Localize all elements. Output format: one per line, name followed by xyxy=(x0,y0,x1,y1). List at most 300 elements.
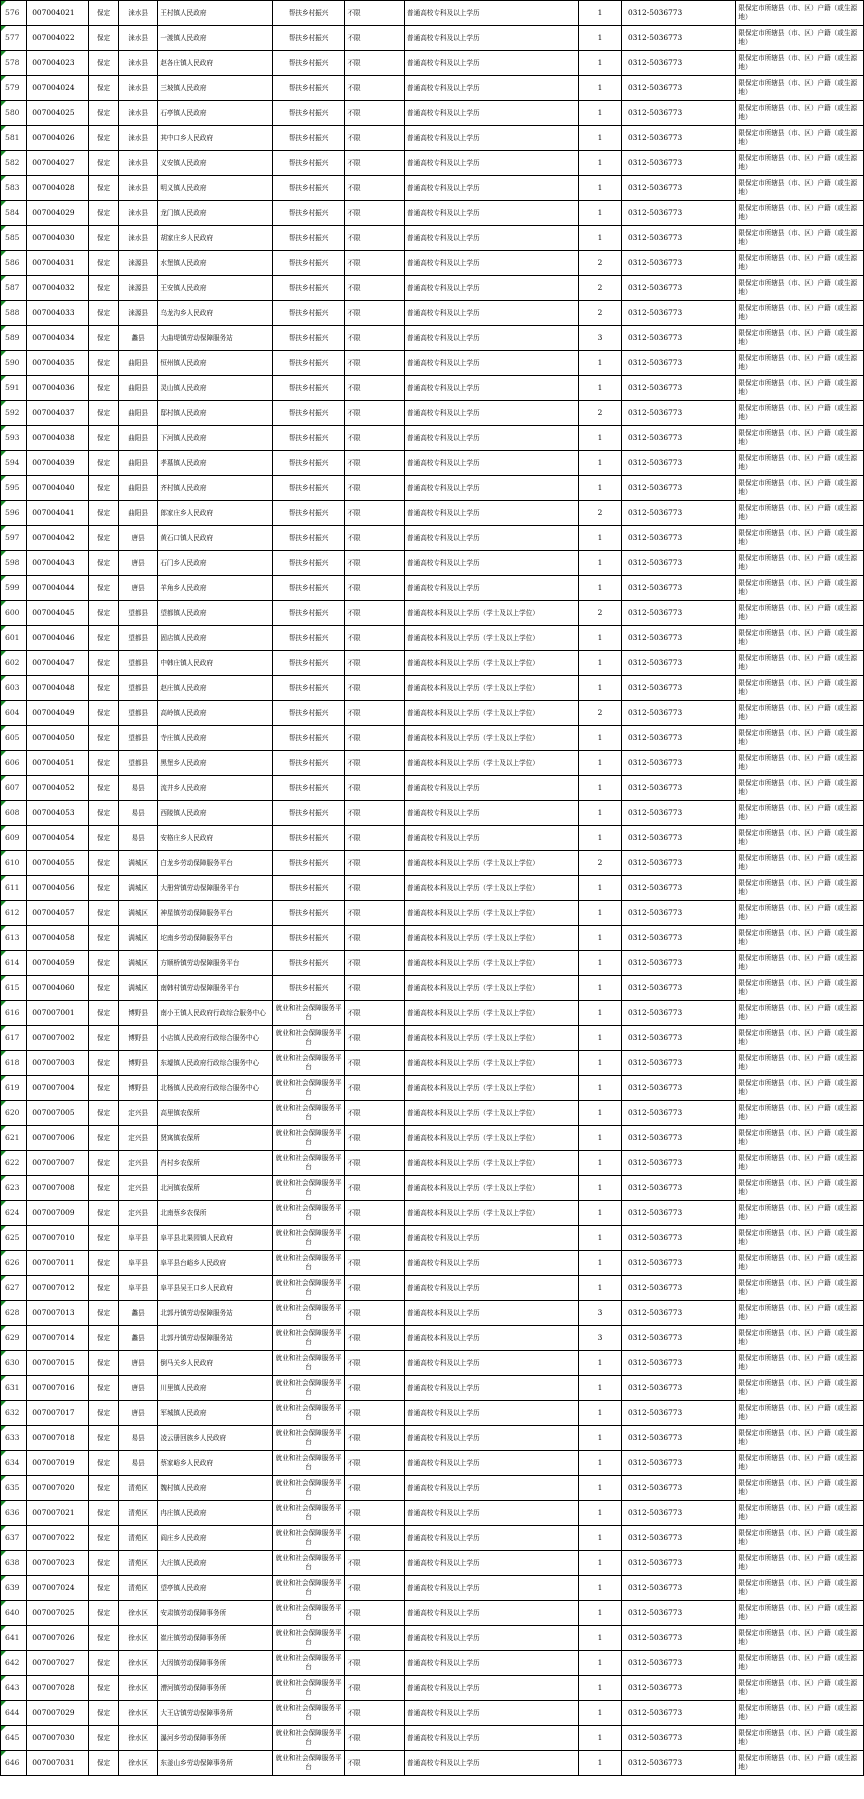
major-cell: 不限 xyxy=(345,826,405,851)
note-cell: 限保定市所辖县（市、区）户籍（或生源地） xyxy=(736,1451,864,1476)
headcount-cell: 1 xyxy=(579,801,622,826)
county-cell: 涞水县 xyxy=(118,201,157,226)
table-row xyxy=(1,1651,864,1676)
major-cell: 不限 xyxy=(345,1051,405,1076)
county-cell: 唐县 xyxy=(118,1376,157,1401)
position-code-cell: 007007005 xyxy=(27,1101,89,1126)
education-cell: 普通高校专科及以上学历 xyxy=(405,26,579,51)
headcount-cell: 1 xyxy=(579,901,622,926)
phone-cell: 0312-5036773 xyxy=(621,1276,735,1301)
unit-name-cell: 大王店镇劳动保障事务所 xyxy=(158,1701,272,1726)
education-cell: 普通高校专科及以上学历 xyxy=(405,476,579,501)
note-cell: 限保定市所辖县（市、区）户籍（或生源地） xyxy=(736,401,864,426)
row-number-cell: 617 xyxy=(1,1026,27,1051)
unit-name-cell: 羊角乡人民政府 xyxy=(158,576,272,601)
table-row xyxy=(1,1176,864,1201)
city-cell: 保定 xyxy=(89,1401,119,1426)
row-number-cell: 640 xyxy=(1,1601,27,1626)
unit-name-cell: 北郭丹镇劳动保障服务站 xyxy=(158,1301,272,1326)
major-cell: 不限 xyxy=(345,226,405,251)
row-number-cell: 599 xyxy=(1,576,27,601)
post-category-cell: 帮扶乡村振兴 xyxy=(272,776,345,801)
major-cell: 不限 xyxy=(345,26,405,51)
note-cell: 限保定市所辖县（市、区）户籍（或生源地） xyxy=(736,276,864,301)
county-cell: 蠡县 xyxy=(118,1301,157,1326)
education-cell: 普通高校专科及以上学历 xyxy=(405,1226,579,1251)
county-cell: 满城区 xyxy=(118,926,157,951)
post-category-cell: 就业和社会保障服务平台 xyxy=(272,1376,345,1401)
position-code-cell: 007004058 xyxy=(27,926,89,951)
row-number-cell: 581 xyxy=(1,126,27,151)
table-row xyxy=(1,126,864,151)
position-code-cell: 007004053 xyxy=(27,801,89,826)
city-cell: 保定 xyxy=(89,1376,119,1401)
unit-name-cell: 孝墓镇人民政府 xyxy=(158,451,272,476)
major-cell: 不限 xyxy=(345,301,405,326)
unit-name-cell: 凌云册回族乡人民政府 xyxy=(158,1426,272,1451)
post-category-cell: 帮扶乡村振兴 xyxy=(272,1,345,26)
row-number-cell: 611 xyxy=(1,876,27,901)
unit-name-cell: 蔡家峪乡人民政府 xyxy=(158,1451,272,1476)
county-cell: 易县 xyxy=(118,801,157,826)
phone-cell: 0312-5036773 xyxy=(621,1326,735,1351)
position-code-cell: 007004031 xyxy=(27,251,89,276)
unit-name-cell: 胡家庄乡人民政府 xyxy=(158,226,272,251)
position-code-cell: 007007006 xyxy=(27,1126,89,1151)
county-cell: 望都县 xyxy=(118,601,157,626)
table-row xyxy=(1,1676,864,1701)
education-cell: 普通高校专科及以上学历 xyxy=(405,801,579,826)
unit-name-cell: 灵山镇人民政府 xyxy=(158,376,272,401)
table-row xyxy=(1,1326,864,1351)
note-cell: 限保定市所辖县（市、区）户籍（或生源地） xyxy=(736,751,864,776)
table-row xyxy=(1,101,864,126)
post-category-cell: 就业和社会保障服务平台 xyxy=(272,1301,345,1326)
headcount-cell: 1 xyxy=(579,51,622,76)
phone-cell: 0312-5036773 xyxy=(621,1251,735,1276)
row-number-cell: 593 xyxy=(1,426,27,451)
county-cell: 唐县 xyxy=(118,576,157,601)
education-cell: 普通高校专科及以上学历 xyxy=(405,451,579,476)
phone-cell: 0312-5036773 xyxy=(621,151,735,176)
note-cell: 限保定市所辖县（市、区）户籍（或生源地） xyxy=(736,1376,864,1401)
phone-cell: 0312-5036773 xyxy=(621,1051,735,1076)
major-cell: 不限 xyxy=(345,1301,405,1326)
headcount-cell: 1 xyxy=(579,676,622,701)
city-cell: 保定 xyxy=(89,401,119,426)
education-cell: 普通高校专科及以上学历 xyxy=(405,501,579,526)
row-number-cell: 627 xyxy=(1,1276,27,1301)
row-number-cell: 585 xyxy=(1,226,27,251)
note-cell: 限保定市所辖县（市、区）户籍（或生源地） xyxy=(736,926,864,951)
headcount-cell: 3 xyxy=(579,326,622,351)
headcount-cell: 1 xyxy=(579,376,622,401)
major-cell: 不限 xyxy=(345,701,405,726)
education-cell: 普通高校专科及以上学历 xyxy=(405,1401,579,1426)
post-category-cell: 帮扶乡村振兴 xyxy=(272,476,345,501)
row-number-cell: 583 xyxy=(1,176,27,201)
post-category-cell: 就业和社会保障服务平台 xyxy=(272,1526,345,1551)
post-category-cell: 就业和社会保障服务平台 xyxy=(272,1201,345,1226)
major-cell: 不限 xyxy=(345,276,405,301)
county-cell: 望都县 xyxy=(118,701,157,726)
major-cell: 不限 xyxy=(345,976,405,1001)
unit-name-cell: 王村镇人民政府 xyxy=(158,1,272,26)
education-cell: 普通高校本科及以上学历（学士及以上学位） xyxy=(405,976,579,1001)
education-cell: 普通高校专科及以上学历 xyxy=(405,1451,579,1476)
post-category-cell: 就业和社会保障服务平台 xyxy=(272,1076,345,1101)
headcount-cell: 1 xyxy=(579,1551,622,1576)
education-cell: 普通高校专科及以上学历 xyxy=(405,201,579,226)
unit-name-cell: 石门乡人民政府 xyxy=(158,551,272,576)
position-code-cell: 007007022 xyxy=(27,1526,89,1551)
note-cell: 限保定市所辖县（市、区）户籍（或生源地） xyxy=(736,901,864,926)
headcount-cell: 1 xyxy=(579,1076,622,1101)
major-cell: 不限 xyxy=(345,201,405,226)
post-category-cell: 帮扶乡村振兴 xyxy=(272,401,345,426)
headcount-cell: 1 xyxy=(579,1526,622,1551)
unit-name-cell: 赵庄镇人民政府 xyxy=(158,676,272,701)
table-row xyxy=(1,1076,864,1101)
education-cell: 普通高校专科及以上学历 xyxy=(405,526,579,551)
phone-cell: 0312-5036773 xyxy=(621,1651,735,1676)
table-row xyxy=(1,976,864,1001)
county-cell: 易县 xyxy=(118,1426,157,1451)
position-code-cell: 007007026 xyxy=(27,1626,89,1651)
headcount-cell: 1 xyxy=(579,1676,622,1701)
post-category-cell: 帮扶乡村振兴 xyxy=(272,726,345,751)
post-category-cell: 帮扶乡村振兴 xyxy=(272,451,345,476)
post-category-cell: 帮扶乡村振兴 xyxy=(272,601,345,626)
row-number-cell: 624 xyxy=(1,1201,27,1226)
phone-cell: 0312-5036773 xyxy=(621,701,735,726)
county-cell: 定兴县 xyxy=(118,1101,157,1126)
education-cell: 普通高校专科及以上学历 xyxy=(405,401,579,426)
city-cell: 保定 xyxy=(89,551,119,576)
city-cell: 保定 xyxy=(89,1726,119,1751)
position-code-cell: 007004045 xyxy=(27,601,89,626)
post-category-cell: 帮扶乡村振兴 xyxy=(272,26,345,51)
headcount-cell: 1 xyxy=(579,1251,622,1276)
note-cell: 限保定市所辖县（市、区）户籍（或生源地） xyxy=(736,301,864,326)
row-number-cell: 582 xyxy=(1,151,27,176)
position-code-cell: 007004052 xyxy=(27,776,89,801)
note-cell: 限保定市所辖县（市、区）户籍（或生源地） xyxy=(736,1,864,26)
position-code-cell: 007004059 xyxy=(27,951,89,976)
position-code-cell: 007004046 xyxy=(27,626,89,651)
unit-name-cell: 王安镇人民政府 xyxy=(158,276,272,301)
headcount-cell: 1 xyxy=(579,1026,622,1051)
note-cell: 限保定市所辖县（市、区）户籍（或生源地） xyxy=(736,1026,864,1051)
row-number-cell: 619 xyxy=(1,1076,27,1101)
education-cell: 普通高校专科及以上学历 xyxy=(405,376,579,401)
post-category-cell: 帮扶乡村振兴 xyxy=(272,226,345,251)
major-cell: 不限 xyxy=(345,726,405,751)
unit-name-cell: 军城镇人民政府 xyxy=(158,1401,272,1426)
unit-name-cell: 崔庄镇劳动保障事务所 xyxy=(158,1626,272,1651)
major-cell: 不限 xyxy=(345,1651,405,1676)
major-cell: 不限 xyxy=(345,576,405,601)
major-cell: 不限 xyxy=(345,1401,405,1426)
note-cell: 限保定市所辖县（市、区）户籍（或生源地） xyxy=(736,1101,864,1126)
headcount-cell: 2 xyxy=(579,251,622,276)
major-cell: 不限 xyxy=(345,1076,405,1101)
position-code-cell: 007007001 xyxy=(27,1001,89,1026)
row-number-cell: 623 xyxy=(1,1176,27,1201)
position-code-cell: 007007009 xyxy=(27,1201,89,1226)
city-cell: 保定 xyxy=(89,1501,119,1526)
city-cell: 保定 xyxy=(89,1251,119,1276)
post-category-cell: 帮扶乡村振兴 xyxy=(272,651,345,676)
major-cell: 不限 xyxy=(345,551,405,576)
unit-name-cell: 西陵镇人民政府 xyxy=(158,801,272,826)
phone-cell: 0312-5036773 xyxy=(621,476,735,501)
headcount-cell: 1 xyxy=(579,1351,622,1376)
unit-name-cell: 阎庄乡人民政府 xyxy=(158,1526,272,1551)
phone-cell: 0312-5036773 xyxy=(621,726,735,751)
table-row xyxy=(1,1751,864,1776)
note-cell: 限保定市所辖县（市、区）户籍（或生源地） xyxy=(736,851,864,876)
table-row xyxy=(1,626,864,651)
county-cell: 唐县 xyxy=(118,526,157,551)
row-number-cell: 625 xyxy=(1,1226,27,1251)
position-code-cell: 007004037 xyxy=(27,401,89,426)
row-number-cell: 608 xyxy=(1,801,27,826)
table-row xyxy=(1,1501,864,1526)
city-cell: 保定 xyxy=(89,476,119,501)
county-cell: 蠡县 xyxy=(118,326,157,351)
major-cell: 不限 xyxy=(345,451,405,476)
row-number-cell: 578 xyxy=(1,51,27,76)
city-cell: 保定 xyxy=(89,51,119,76)
city-cell: 保定 xyxy=(89,1226,119,1251)
position-code-cell: 007004023 xyxy=(27,51,89,76)
position-code-cell: 007004021 xyxy=(27,1,89,26)
major-cell: 不限 xyxy=(345,1426,405,1451)
headcount-cell: 1 xyxy=(579,926,622,951)
headcount-cell: 2 xyxy=(579,401,622,426)
table-row xyxy=(1,1101,864,1126)
table-row xyxy=(1,876,864,901)
education-cell: 普通高校本科及以上学历（学士及以上学位） xyxy=(405,1151,579,1176)
county-cell: 博野县 xyxy=(118,1026,157,1051)
note-cell: 限保定市所辖县（市、区）户籍（或生源地） xyxy=(736,1526,864,1551)
post-category-cell: 就业和社会保障服务平台 xyxy=(272,1176,345,1201)
post-category-cell: 帮扶乡村振兴 xyxy=(272,901,345,926)
major-cell: 不限 xyxy=(345,601,405,626)
county-cell: 阜平县 xyxy=(118,1276,157,1301)
unit-name-cell: 安格庄乡人民政府 xyxy=(158,826,272,851)
headcount-cell: 1 xyxy=(579,176,622,201)
unit-name-cell: 魏村镇人民政府 xyxy=(158,1476,272,1501)
education-cell: 普通高校专科及以上学历 xyxy=(405,1426,579,1451)
unit-name-cell: 黄石口镇人民政府 xyxy=(158,526,272,551)
major-cell: 不限 xyxy=(345,476,405,501)
note-cell: 限保定市所辖县（市、区）户籍（或生源地） xyxy=(736,1401,864,1426)
position-code-cell: 007007003 xyxy=(27,1051,89,1076)
county-cell: 清苑区 xyxy=(118,1501,157,1526)
headcount-cell: 1 xyxy=(579,751,622,776)
unit-name-cell: 明义镇人民政府 xyxy=(158,176,272,201)
unit-name-cell: 望亭镇人民政府 xyxy=(158,1576,272,1601)
row-number-cell: 577 xyxy=(1,26,27,51)
education-cell: 普通高校专科及以上学历 xyxy=(405,1601,579,1626)
post-category-cell: 帮扶乡村振兴 xyxy=(272,426,345,451)
table-row xyxy=(1,1376,864,1401)
county-cell: 满城区 xyxy=(118,851,157,876)
major-cell: 不限 xyxy=(345,1126,405,1151)
headcount-cell: 1 xyxy=(579,1576,622,1601)
phone-cell: 0312-5036773 xyxy=(621,1426,735,1451)
table-row xyxy=(1,151,864,176)
note-cell: 限保定市所辖县（市、区）户籍（或生源地） xyxy=(736,326,864,351)
county-cell: 涞水县 xyxy=(118,176,157,201)
county-cell: 曲阳县 xyxy=(118,501,157,526)
phone-cell: 0312-5036773 xyxy=(621,826,735,851)
education-cell: 普通高校专科及以上学历 xyxy=(405,176,579,201)
major-cell: 不限 xyxy=(345,1751,405,1776)
headcount-cell: 1 xyxy=(579,1226,622,1251)
post-category-cell: 就业和社会保障服务平台 xyxy=(272,1426,345,1451)
unit-name-cell: 瀑河乡劳动保障事务所 xyxy=(158,1726,272,1751)
position-code-cell: 007004038 xyxy=(27,426,89,451)
headcount-cell: 1 xyxy=(579,1401,622,1426)
education-cell: 普通高校专科及以上学历 xyxy=(405,1501,579,1526)
row-number-cell: 622 xyxy=(1,1151,27,1176)
position-code-cell: 007007019 xyxy=(27,1451,89,1476)
table-row xyxy=(1,726,864,751)
county-cell: 曲阳县 xyxy=(118,401,157,426)
education-cell: 普通高校专科及以上学历 xyxy=(405,1351,579,1376)
headcount-cell: 1 xyxy=(579,1,622,26)
phone-cell: 0312-5036773 xyxy=(621,851,735,876)
education-cell: 普通高校本科及以上学历（学士及以上学位） xyxy=(405,726,579,751)
phone-cell: 0312-5036773 xyxy=(621,1176,735,1201)
phone-cell: 0312-5036773 xyxy=(621,1751,735,1776)
education-cell: 普通高校专科及以上学历 xyxy=(405,776,579,801)
headcount-cell: 2 xyxy=(579,501,622,526)
row-number-cell: 592 xyxy=(1,401,27,426)
note-cell: 限保定市所辖县（市、区）户籍（或生源地） xyxy=(736,601,864,626)
headcount-cell: 1 xyxy=(579,526,622,551)
post-category-cell: 帮扶乡村振兴 xyxy=(272,951,345,976)
row-number-cell: 628 xyxy=(1,1301,27,1326)
post-category-cell: 就业和社会保障服务平台 xyxy=(272,1151,345,1176)
major-cell: 不限 xyxy=(345,776,405,801)
county-cell: 博野县 xyxy=(118,1051,157,1076)
row-number-cell: 594 xyxy=(1,451,27,476)
unit-name-cell: 其中口乡人民政府 xyxy=(158,126,272,151)
note-cell: 限保定市所辖县（市、区）户籍（或生源地） xyxy=(736,701,864,726)
table-row xyxy=(1,26,864,51)
phone-cell: 0312-5036773 xyxy=(621,1501,735,1526)
city-cell: 保定 xyxy=(89,901,119,926)
city-cell: 保定 xyxy=(89,576,119,601)
post-category-cell: 帮扶乡村振兴 xyxy=(272,701,345,726)
city-cell: 保定 xyxy=(89,1,119,26)
row-number-cell: 615 xyxy=(1,976,27,1001)
county-cell: 曲阳县 xyxy=(118,451,157,476)
phone-cell: 0312-5036773 xyxy=(621,1576,735,1601)
position-code-cell: 007007010 xyxy=(27,1226,89,1251)
county-cell: 望都县 xyxy=(118,676,157,701)
post-category-cell: 帮扶乡村振兴 xyxy=(272,976,345,1001)
row-number-cell: 632 xyxy=(1,1401,27,1426)
position-code-cell: 007007018 xyxy=(27,1426,89,1451)
position-code-cell: 007004032 xyxy=(27,276,89,301)
phone-cell: 0312-5036773 xyxy=(621,26,735,51)
position-code-cell: 007004050 xyxy=(27,726,89,751)
phone-cell: 0312-5036773 xyxy=(621,326,735,351)
education-cell: 普通高校专科及以上学历 xyxy=(405,1651,579,1676)
table-row xyxy=(1,576,864,601)
post-category-cell: 帮扶乡村振兴 xyxy=(272,51,345,76)
unit-name-cell: 倒马关乡人民政府 xyxy=(158,1351,272,1376)
row-number-cell: 604 xyxy=(1,701,27,726)
position-code-cell: 007007004 xyxy=(27,1076,89,1101)
note-cell: 限保定市所辖县（市、区）户籍（或生源地） xyxy=(736,951,864,976)
phone-cell: 0312-5036773 xyxy=(621,451,735,476)
phone-cell: 0312-5036773 xyxy=(621,626,735,651)
position-code-cell: 007007007 xyxy=(27,1151,89,1176)
unit-name-cell: 下河镇人民政府 xyxy=(158,426,272,451)
post-category-cell: 就业和社会保障服务平台 xyxy=(272,1276,345,1301)
unit-name-cell: 北河镇农保所 xyxy=(158,1176,272,1201)
phone-cell: 0312-5036773 xyxy=(621,676,735,701)
row-number-cell: 598 xyxy=(1,551,27,576)
phone-cell: 0312-5036773 xyxy=(621,1476,735,1501)
education-cell: 普通高校专科及以上学历 xyxy=(405,326,579,351)
major-cell: 不限 xyxy=(345,1176,405,1201)
note-cell: 限保定市所辖县（市、区）户籍（或生源地） xyxy=(736,1301,864,1326)
education-cell: 普通高校专科及以上学历 xyxy=(405,551,579,576)
city-cell: 保定 xyxy=(89,1451,119,1476)
note-cell: 限保定市所辖县（市、区）户籍（或生源地） xyxy=(736,826,864,851)
table-row xyxy=(1,1401,864,1426)
note-cell: 限保定市所辖县（市、区）户籍（或生源地） xyxy=(736,1551,864,1576)
row-number-cell: 614 xyxy=(1,951,27,976)
post-category-cell: 就业和社会保障服务平台 xyxy=(272,1101,345,1126)
major-cell: 不限 xyxy=(345,51,405,76)
city-cell: 保定 xyxy=(89,276,119,301)
phone-cell: 0312-5036773 xyxy=(621,226,735,251)
headcount-cell: 1 xyxy=(579,826,622,851)
city-cell: 保定 xyxy=(89,251,119,276)
headcount-cell: 1 xyxy=(579,1126,622,1151)
phone-cell: 0312-5036773 xyxy=(621,126,735,151)
county-cell: 满城区 xyxy=(118,951,157,976)
city-cell: 保定 xyxy=(89,1751,119,1776)
position-code-cell: 007004054 xyxy=(27,826,89,851)
note-cell: 限保定市所辖县（市、区）户籍（或生源地） xyxy=(736,876,864,901)
phone-cell: 0312-5036773 xyxy=(621,776,735,801)
major-cell: 不限 xyxy=(345,1001,405,1026)
post-category-cell: 就业和社会保障服务平台 xyxy=(272,1576,345,1601)
phone-cell: 0312-5036773 xyxy=(621,1026,735,1051)
unit-name-cell: 东墟镇人民政府行政综合服务中心 xyxy=(158,1051,272,1076)
phone-cell: 0312-5036773 xyxy=(621,51,735,76)
city-cell: 保定 xyxy=(89,701,119,726)
unit-name-cell: 一渡镇人民政府 xyxy=(158,26,272,51)
unit-name-cell: 郎家庄乡人民政府 xyxy=(158,501,272,526)
table-row xyxy=(1,526,864,551)
position-code-cell: 007004040 xyxy=(27,476,89,501)
major-cell: 不限 xyxy=(345,801,405,826)
phone-cell: 0312-5036773 xyxy=(621,901,735,926)
county-cell: 清苑区 xyxy=(118,1551,157,1576)
major-cell: 不限 xyxy=(345,176,405,201)
city-cell: 保定 xyxy=(89,1576,119,1601)
